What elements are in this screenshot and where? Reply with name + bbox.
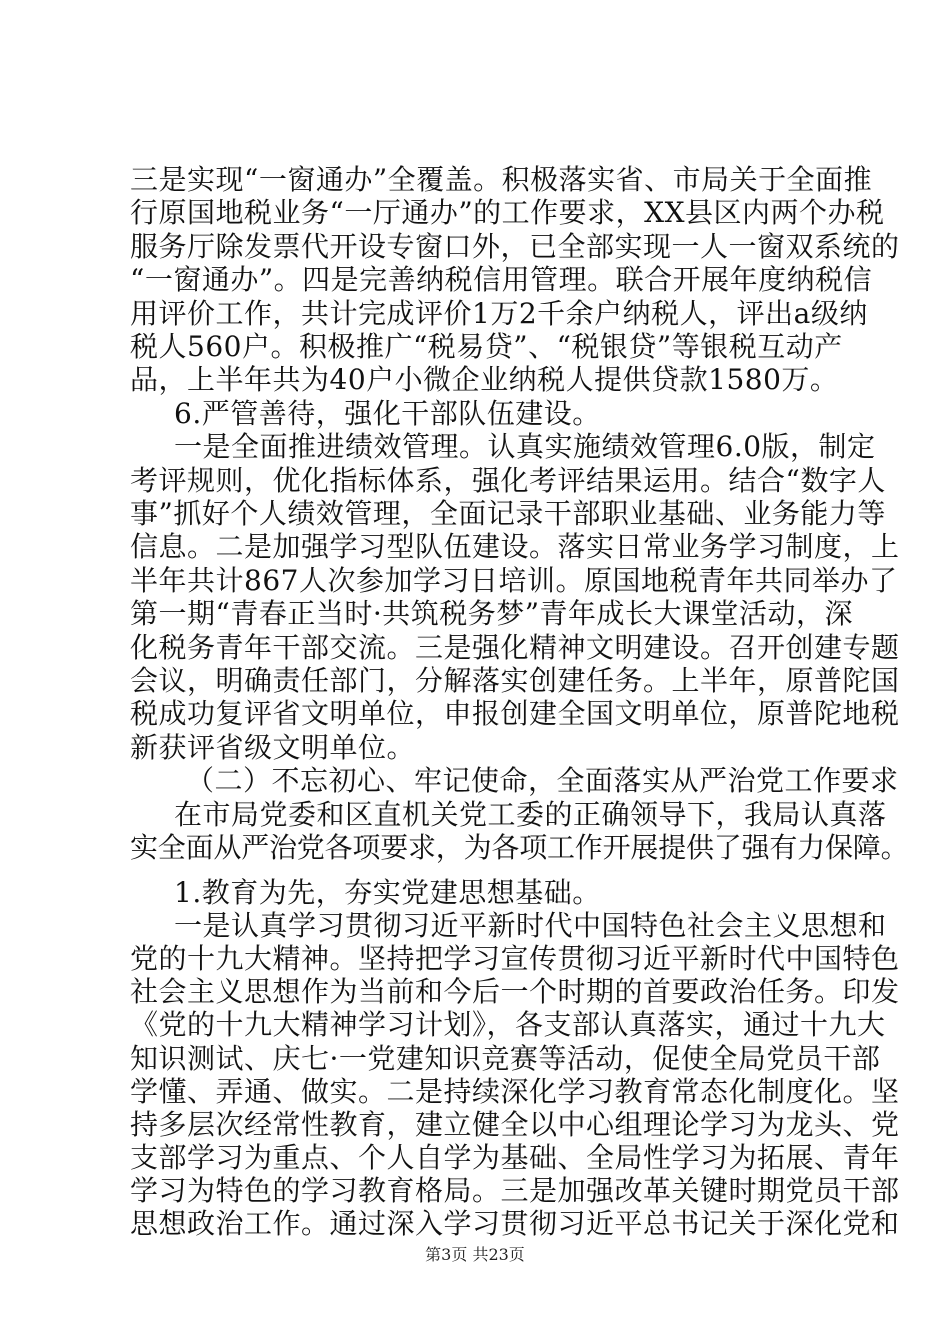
text-line: “一窗通办”。四是完善纳税信用管理。联合开展年度纳税信 bbox=[130, 263, 873, 296]
text-line: 学懂、弄通、做实。二是持续深化学习教育常态化制度化。坚 bbox=[130, 1075, 900, 1108]
text-line: 税人560户。积极推广“税易贷”、“税银贷”等银税互动产 bbox=[130, 330, 843, 363]
text-line: 品，上半年共为40户小微企业纳税人提供贷款1580万。 bbox=[130, 363, 839, 396]
text-line: 学习为特色的学习教育格局。三是加强改革关键时期党员干部 bbox=[130, 1174, 900, 1207]
text-line: 服务厅除发票代开设专窗口外，已全部实现一人一窗双系统的 bbox=[130, 230, 900, 263]
text-line: 第一期“青春正当时·共筑税务梦”青年成长大课堂活动，深 bbox=[130, 597, 854, 630]
text-line: 在市局党委和区直机关党工委的正确领导下，我局认真落 bbox=[174, 798, 887, 831]
text-line: 实全面从严治党各项要求，为各项工作开展提供了强有力保障。 bbox=[130, 831, 909, 864]
text-line: 考评规则，优化指标体系，强化考评结果运用。结合“数字人 bbox=[130, 464, 886, 497]
text-line: 持多层次经常性教育，建立健全以中心组理论学习为龙头、党 bbox=[130, 1108, 900, 1141]
text-line: 事”抓好个人绩效管理，全面记录干部职业基础、业务能力等 bbox=[130, 497, 886, 530]
text-line: 用评价工作，共计完成评价1万2千余户纳税人，评出a级纳 bbox=[130, 297, 868, 330]
text-line: 一是认真学习贯彻习近平新时代中国特色社会主义思想和 bbox=[174, 909, 887, 942]
text-line: 信息。二是加强学习型队伍建设。落实日常业务学习制度，上 bbox=[130, 530, 900, 563]
page-footer: 第3页 共23页 bbox=[425, 1245, 525, 1264]
section-heading: 6.严管善待，强化干部队伍建设。 bbox=[174, 397, 601, 430]
text-line: 社会主义思想作为当前和今后一个时期的首要政治任务。印发 bbox=[130, 975, 900, 1008]
text-line: 党的十九大精神。坚持把学习宣传贯彻习近平新时代中国特色 bbox=[130, 942, 900, 975]
text-line: 新获评省级文明单位。 bbox=[130, 731, 416, 764]
text-line: 会议，明确责任部门，分解落实创建任务。上半年，原普陀国 bbox=[130, 664, 900, 697]
text-line: 支部学习为重点、个人自学为基础、全局性学习为拓展、青年 bbox=[130, 1141, 900, 1174]
text-line: 一是全面推进绩效管理。认真实施绩效管理6.0版，制定 bbox=[174, 430, 876, 463]
text-line: 税成功复评省文明单位，申报创建全国文明单位，原普陀地税 bbox=[130, 697, 900, 730]
text-line: 半年共计867人次参加学习日培训。原国地税青年共同举办了 bbox=[130, 564, 898, 597]
text-line: 行原国地税业务“一厅通办”的工作要求，XX县区内两个办税 bbox=[130, 196, 885, 229]
section-heading: （二）不忘初心、牢记使命，全面落实从严治党工作要求 bbox=[186, 764, 899, 797]
text-line: 知识测试、庆七·一党建知识竞赛等活动，促使全局党员干部 bbox=[130, 1042, 881, 1075]
text-line: 思想政治工作。通过深入学习贯彻习近平总书记关于深化党和 bbox=[130, 1207, 900, 1240]
section-heading: 1.教育为先，夯实党建思想基础。 bbox=[174, 876, 601, 909]
text-line: 《党的十九大精神学习计划》，各支部认真落实，通过十九大 bbox=[130, 1008, 886, 1041]
text-line: 化税务青年干部交流。三是强化精神文明建设。召开创建专题 bbox=[130, 631, 900, 664]
text-line: 三是实现“一窗通办”全覆盖。积极落实省、市局关于全面推 bbox=[130, 163, 873, 196]
